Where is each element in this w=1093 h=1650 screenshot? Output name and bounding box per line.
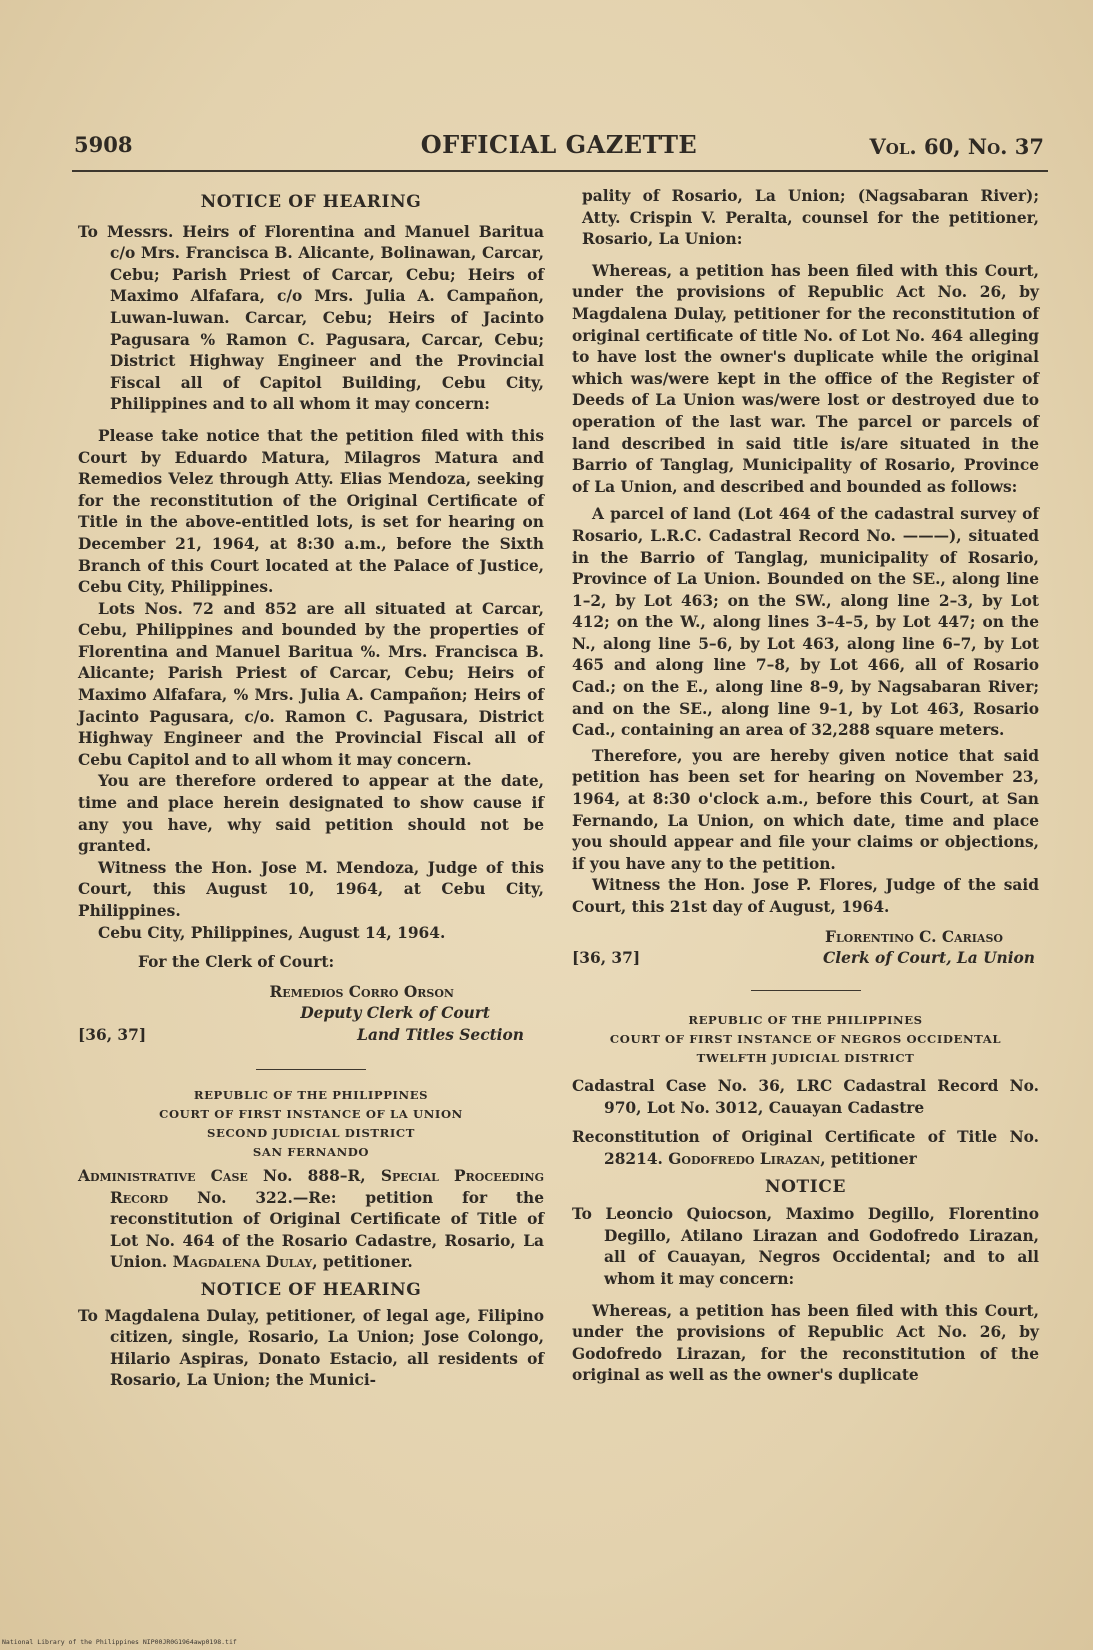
notice-addressees-continued: pality of Rosario, La Union; (Nagsabaran River); Atty. Crispin V. Peralta, counsel for the petitioner, Rosario, La Union: [582,187,1039,249]
signatory-title: Deputy Clerk of Court [300,1004,490,1023]
volume-number: Vol. 60, No. 37 [869,134,1044,159]
court-header-line: COURT OF FIRST INSTANCE OF NEGROS OCCIDENTAL [609,1032,1002,1047]
for-clerk-label: For the Clerk of Court: [138,953,335,972]
signatory-name: Florentino C. Cariaso [825,927,1003,946]
right-column [572,186,1039,1387]
issue-reference: [36, 37] [572,949,641,968]
notice-paragraph: Whereas, a petition has been filed with this Court, under the provisions of Republic Act No. 26, by Godofredo Lirazan, for the reconstitution of the original as well as the owner's duplicate [572,1301,1039,1385]
section-divider [751,990,861,991]
header-rule [72,170,1048,172]
issue-reference: [36, 37] [78,1025,147,1044]
notice-paragraph: You are therefore ordered to appear at the date, time and place herein designated to show cause if any you have, why said petition should not be granted. [78,772,544,856]
court-header-line: REPUBLIC OF THE PHILIPPINES [688,1013,923,1028]
case-caption: Cadastral Case No. 36, LRC Cadastral Record No. 970, Lot No. 3012, Cauayan Cadastre [572,1077,1039,1117]
section-divider [256,1069,366,1070]
notice-heading: NOTICE OF HEARING [200,1279,422,1300]
notice-paragraph: Witness the Hon. Jose P. Flores, Judge of the said Court, this 21st day of August, 1964. [572,876,1039,916]
notice-paragraph: Witness the Hon. Jose M. Mendoza, Judge of this Court, this August 10, 1964, at Cebu City, Philippines. [78,858,544,920]
signature-row [78,1025,544,1047]
publication-title: OFFICIAL GAZETTE [420,130,698,159]
notice-date: Cebu City, Philippines, August 14, 1964. [98,923,446,942]
notice-addressees: To Messrs. Heirs of Florentina and Manuel Baritua c/o Mrs. Francisca B. Alicante, Bolinawan, Carcar, Cebu; Parish Priest of Carcar, Cebu; Heirs of Maximo Alfafara, c/o Mrs. Julia A. Campañon, Luwan-luwan. Carcar, Cebu; Heirs of Jacinto Pagusara % Ramon C. Pagusara, Carcar, Cebu; District Highway Engineer and the Provincial Fiscal all of Capitol Building, Cebu City, Philippines and to all whom it may concern: [78,222,544,414]
scan-footer: National Library of the Philippines NIP00JR0G1964awp0198.tif [2,1638,237,1646]
notice-paragraph: Please take notice that the petition filed with this Court by Eduardo Matura, Milagros Matura and Remedios Velez through Atty. Elias Mendoza, seeking for the reconstitution of the Original Certificate of Title in the above-entitled lots, is set for hearing on December 21, 1964, at 8:30 a.m., before the Sixth Branch of this Court located at the Palace of Justice, Cebu City, Philippines. [78,426,544,597]
notice-paragraph: Whereas, a petition has been filed with this Court, under the provisions of Republic Act No. 26, by Magdalena Dulay, petitioner for the reconstitution of original certificate of title No. of Lot No. 464 alleging to have lost the owner's duplicate while the original which was/were kept in the office of the Register of Deeds of La Union was/were lost or destroyed due to operation of the last war. The parcel or parcels of land described in said title is/are situated in the Barrio of Tanglag, Municipality of Rosario, Province of La Union, and described and bounded as follows: [572,261,1039,496]
court-header-line: COURT OF FIRST INSTANCE OF LA UNION [159,1106,463,1121]
court-header-line: REPUBLIC OF THE PHILIPPINES [193,1087,429,1102]
court-header-line: SECOND JUDICIAL DISTRICT [207,1125,415,1140]
notice-heading: NOTICE OF HEARING [200,192,422,212]
notice-paragraph: Therefore, you are hereby given notice that said petition has been set for hearing on November 23, 1964, at 8:30 o'clock a.m., before this Court, at San Fernando, La Union, on which date, time and place you should appear and file your claims or objections, if you have any to the petition. [572,746,1039,873]
court-header-line: SAN FERNANDO [252,1144,370,1159]
page-number: 5908 [74,132,133,157]
notice-addressees: To Magdalena Dulay, petitioner, of legal age, Filipino citizen, single, Rosario, La Union; Jose Colongo, Hilario Aspiras, Donato Estacio, all residents of Rosario, La Union; the Munici- [78,1306,544,1390]
case-caption: Reconstitution of Original Certificate of Title No. 28214. Godofredo Lirazan, petitioner [572,1128,1039,1168]
left-column [78,186,544,1392]
signatory-title: Clerk of Court, La Union [823,949,1035,968]
notice-paragraph: Lots Nos. 72 and 852 are all situated at Carcar, Cebu, Philippines and bounded by the properties of Florentina and Manuel Baritua %. Mrs. Francisca B. Alicante; Parish Priest of Carcar, Cebu; Heirs of Maximo Alfafara, % Mrs. Julia A. Campañon; Heirs of Jacinto Pagusara, c/o. Ramon C. Pagusara, District Highway Engineer and the Provincial Fiscal all of Cebu Capitol and to all whom it may concern. [78,599,544,769]
court-header-line: TWELFTH JUDICIAL DISTRICT [696,1051,915,1066]
notice-heading: NOTICE [764,1176,847,1197]
lot-description: A parcel of land (Lot 464 of the cadastral survey of Rosario, L.R.C. Cadastral Record No. ———), situated in the Barrio of Tanglag, municipality of Rosario, Province of La Union. Bounded on the SE., along line 1–2, by Lot 463; on the SW., along line 2–3, by Lot 412; on the W., along lines 3–4–5, by Lot 447; on the N., along line 5–6, by Lot 463, along line 6–7, by Lot 465 and along line 7–8, by Lot 466, all of Rosario Cad.; on the E., along line 8–9, by Nagsabaran River; and on the SE., along line 9–1, by Lot 463, Rosario Cad., containing an area of 32,288 square meters. [572,505,1039,740]
notice-addressees: To Leoncio Quiocson, Maximo Degillo, Florentino Degillo, Atilano Lirazan and Godofredo Lirazan, all of Cauayan, Negros Occidental; and to all whom it may concern: [572,1205,1039,1288]
signature-row [572,948,1039,970]
case-caption: Administrative Case No. 888–R, Special Proceeding Record No. 322.—Re: petition for the reconstitution of Original Certificate of Title of Lot No. 464 of the Rosario Cadastre, Rosario, La Union. Magdalena Dulay, petitioner. [78,1166,545,1272]
page-header [74,132,1044,166]
signatory-section: Land Titles Section [357,1025,524,1044]
signatory-name: Remedios Corro Orson [269,982,454,1001]
